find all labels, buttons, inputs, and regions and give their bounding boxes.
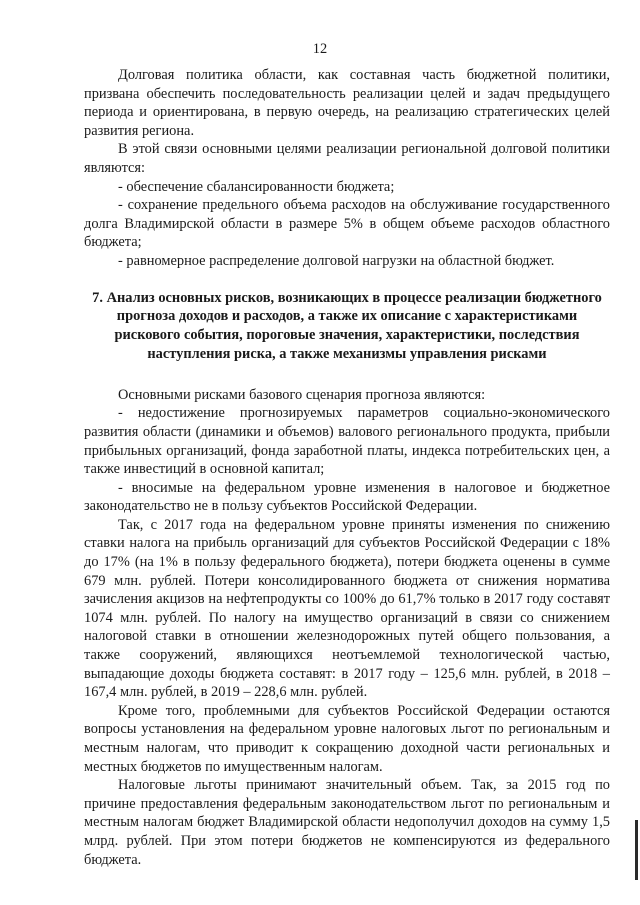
paragraph-risks-intro: Основными рисками базового сценария прогноза являются: [118, 386, 486, 403]
list-item-risk-forecast: - недостижение прогнозируемых параметров социально-экономического развития области (динамики и объемов) валового регионального продукта, прибыли прибыльных организаций, фонда заработной платы, индекса потребительских цен, а также инвестиций в основной капитал; [84, 405, 610, 478]
paragraph-debt-policy-intro: Долговая политика области, как составная часть бюджетной политики, призвана обеспечить последовательность реализации целей и задач предыдущего периода и ориентирована, в первую очередь, на реализацию стратегических целей развития региона. [84, 67, 610, 139]
list-item-debt-load: - равномерное распределение долговой нагрузки на областной бюджет. [118, 252, 555, 269]
paragraph-tax-benefits-volume: Налоговые льготы принимают значительный объем. Так, за 2015 год по причине предоставления федеральным законодательством льгот по региональным и местным налогам бюджет Владимирской области недополучил доходов на сумму 1,5 млрд. рублей. При этом потери бюджетов не компенсируются из федерального бюджета. [84, 777, 610, 868]
list-item-risk-legislation: - вносимые на федеральном уровне изменения в налоговое и бюджетное законодательство не в пользу субъектов Российской Федерации. [84, 479, 610, 515]
scan-edge-mark [635, 820, 638, 880]
paragraph-tax-benefits-issues: Кроме того, проблемными для субъектов Российской Федерации остаются вопросы установления на федеральном уровне налоговых льгот по региональным и местным налогам, что приводит к сокращению доходной части региональных и местных бюджетов по имущественным налогам. [84, 702, 610, 775]
document-body [84, 66, 610, 869]
paragraph-tax-changes: Так, с 2017 года на федеральном уровне приняты изменения по снижению ставки налога на прибыль организаций для субъектов Российской Федерации с 18% до 17% (на 1% в пользу федерального бюджета), потери бюджета оценены в сумме 679 млн. рублей. Потери консолидированного бюджета от снижения норматива зачисления акцизов на нефтепродукты со 100% до 61,7% только в 2017 году составят 1074 млн. рублей. По налогу на имущество организаций в связи со снижением налоговой ставки в отношении железнодорожных путей общего пользования, а также сооружений, являющихся неотъемлемой технологической частью, выпадающие доходы бюджета составят: в 2017 году – 125,6 млн. рублей, в 2018 – 167,4 млн. рублей, в 2019 – 228,6 млн. рублей. [84, 516, 610, 701]
page-number: 12 [312, 41, 328, 57]
list-item-expense-limit: - сохранение предельного объема расходов на обслуживание государственного долга Владимирской области в размере 5% в общем объеме расходов областного бюджета; [84, 197, 610, 251]
list-item-balance: - обеспечение сбалансированности бюджета; [118, 178, 395, 195]
paragraph-debt-policy-goals: В этой связи основными целями реализации региональной долговой политики являются: [84, 141, 610, 176]
section-heading: 7. Анализ основных рисков, возникающих в процессе реализации бюджетного прогноза доходов и расходов, а также их описание с характеристиками рискового события, пороговые значения, характеристики, последствия наступления риска, а также механизмы управления рисками [92, 289, 602, 362]
